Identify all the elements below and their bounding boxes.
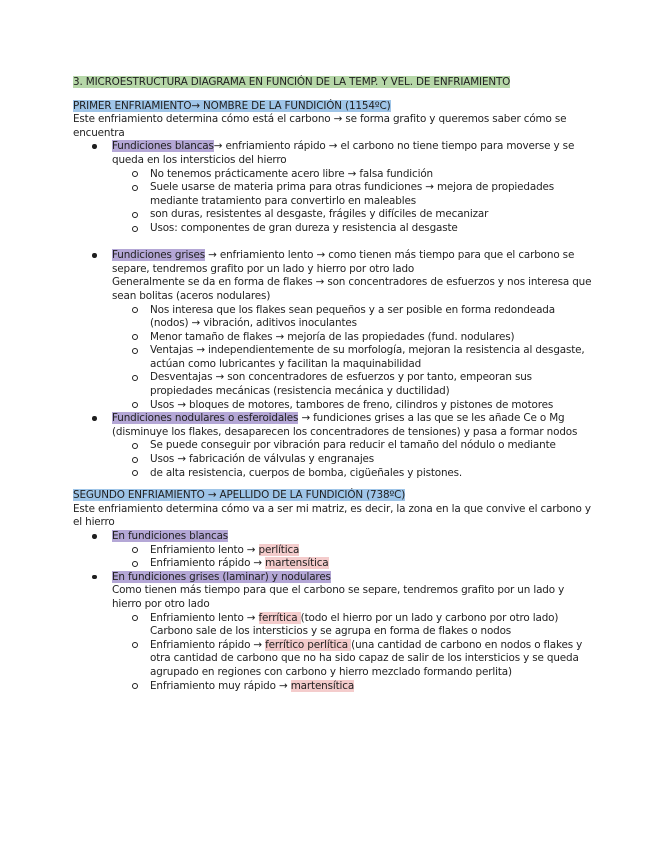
list-item: Usos → fabricación de válvulas y engranajes [112, 453, 593, 467]
term-grises: Fundiciones grises [112, 249, 205, 262]
section2-list [73, 530, 593, 693]
section1-heading: PRIMER ENFRIAMIENTO→ NOMBRE DE LA FUNDICIÓN (1154ºC) [73, 99, 391, 112]
list-item: Ventajas → independientemente de su morfología, mejoran la resistencia al desgaste, actúan como lubricantes y facilitan la maquinabilidad [112, 344, 593, 371]
list-item: de alta resistencia, cuerpos de bomba, cigüeñales y pistones. [112, 467, 593, 481]
list-item: Menor tamaño de flakes → mejoría de las propiedades (fund. nodulares) [112, 331, 593, 345]
document-body [73, 76, 593, 693]
spacer [112, 236, 593, 250]
matrix-tag: martensítica [290, 679, 355, 692]
grises-paragraph: Generalmente se da en forma de flakes → son concentradores de esfuerzos y nos interesa que sean bolitas (aceros nodulares) [112, 276, 592, 302]
list-item: Enfriamiento lento → ferrítica (todo el hierro por un lado y carbono por otro lado) Carbono sale de los intersticios y se agrupa en forma de flakes o nodos [112, 612, 593, 639]
en-grises-sublist [112, 612, 593, 694]
list-item: Enfriamiento rápido → martensítica [112, 557, 593, 571]
en-blancas-sublist [112, 544, 593, 571]
list-item-grises: Fundiciones grises → enfriamiento lento → como tienen más tiempo para que el carbono se separe, tendremos grafito por un lado y hierro por otro lado Generalmente se da en forma de flakes → son concentradores de esfuerzos y nos interesa que sean bolitas (aceros nodulares) Nos interesa que los flakes sean pequeños y a ser posible en forma redondeada (nodos) → vibración, aditivos inoculantes Menor tamaño de flakes → mejoría de las propiedades (fund. nodulares) Ventajas → independientemente de su morfología, mejoran la resistencia al desgaste, actúan como lubricantes y facilitan la maquinabilidad Desventajas → son concentradores de esfuerzos y por tanto, empeoran sus propiedades mecánicas (resistencia mecánica y ductilidad) Usos → bloques de motores, tambores de freno, cilindros y pistones de motores [73, 249, 593, 412]
list-item: Enfriamiento muy rápido → martensítica [112, 680, 593, 694]
term-blancas: Fundiciones blancas [112, 140, 214, 153]
list-item-en-blancas [73, 530, 593, 571]
term-en-blancas: En fundiciones blancas [112, 530, 229, 542]
list-item: Se puede conseguir por vibración para reducir el tamaño del nódulo o mediante [112, 439, 593, 453]
list-item: Enfriamiento rápido → ferrítico perlítica (una cantidad de carbono en nodos o flakes y otra cantidad de carbono que no ha sido capaz de salir de los intersticios y se queda agrupado en regiones con carbono y hierro mezclado formando perlita) [112, 639, 593, 680]
list-item: Enfriamiento lento → perlítica [112, 544, 593, 558]
list-item: son duras, resistentes al desgaste, frágiles y difíciles de mecanizar [112, 208, 593, 222]
list-item-blancas: Fundiciones blancas→ enfriamiento rápido → el carbono no tiene tiempo para moverse y se queda en los intersticios del hierro No tenemos prácticamente acero libre → falsa fundición Suele usarse de materia prima para otras fundiciones → mejora de propiedades mediante tratamiento para convertirlo en maleables son duras, resistentes al desgaste, frágiles y difíciles de mecanizar Usos: componentes de gran dureza y resistencia al desgaste [73, 140, 593, 249]
spacer [73, 480, 593, 489]
en-grises-paragraph: Como tienen más tiempo para que el carbono se separe, tendremos grafito por un lado y hierro por otro lado [112, 584, 565, 610]
blancas-sublist [112, 168, 593, 236]
term-nodulares: Fundiciones nodulares o esferoidales [112, 412, 299, 425]
list-item: Suele usarse de materia prima para otras fundiciones → mejora de propiedades mediante tratamiento para convertirlo en maleables [112, 181, 593, 208]
nodulares-sublist [112, 439, 593, 480]
matrix-tag: martensítica [265, 557, 329, 570]
matrix-tag: perlítica [258, 543, 300, 556]
matrix-tag: ferrítica [258, 611, 301, 624]
section2-intro: Este enfriamiento determina cómo va a ser mi matriz, es decir, la zona en la que convive el carbono y el hierro [73, 502, 591, 529]
list-item: Usos → bloques de motores, tambores de freno, cilindros y pistones de motores [112, 399, 593, 413]
list-item: No tenemos prácticamente acero libre → falsa fundición [112, 168, 593, 182]
list-item-nodulares: Fundiciones nodulares o esferoidales → fundiciones grises a las que se les añade Ce o Mg (disminuye los flakes, desaparecen los concentradores de tensiones) y pasa a formar nodos Se puede conseguir por vibración para reducir el tamaño del nódulo o mediante Usos → fabricación de válvulas y engranajes de alta resistencia, cuerpos de bomba, cigüeñales y pistones. [73, 412, 593, 480]
term-en-grises: En fundiciones grises (laminar) y nodulares [112, 570, 331, 583]
list-item: Usos: componentes de gran dureza y resistencia al desgaste [112, 222, 593, 236]
doc-title: 3. MICROESTRUCTURA DIAGRAMA EN FUNCIÓN DE LA TEMP. Y VEL. DE ENFRIAMIENTO [73, 76, 511, 88]
matrix-tag: ferrítico perlítica [265, 638, 352, 651]
list-item: Nos interesa que los flakes sean pequeños y a ser posible en forma redondeada (nodos) → vibración, aditivos inoculantes [112, 304, 593, 331]
list-item-en-grises [73, 571, 593, 693]
grises-sublist [112, 304, 593, 413]
section1-list [73, 140, 593, 480]
section2-heading: SEGUNDO ENFRIAMIENTO → APELLIDO DE LA FUNDICIÓN (738ºC) [73, 489, 406, 502]
list-item: Desventajas → son concentradores de esfuerzos y por tanto, empeoran sus propiedades mecánicas (resistencia mecánica y ductilidad) [112, 371, 593, 398]
section1-intro: Este enfriamiento determina cómo está el carbono → se forma grafito y queremos saber cómo se encuentra [73, 113, 567, 139]
